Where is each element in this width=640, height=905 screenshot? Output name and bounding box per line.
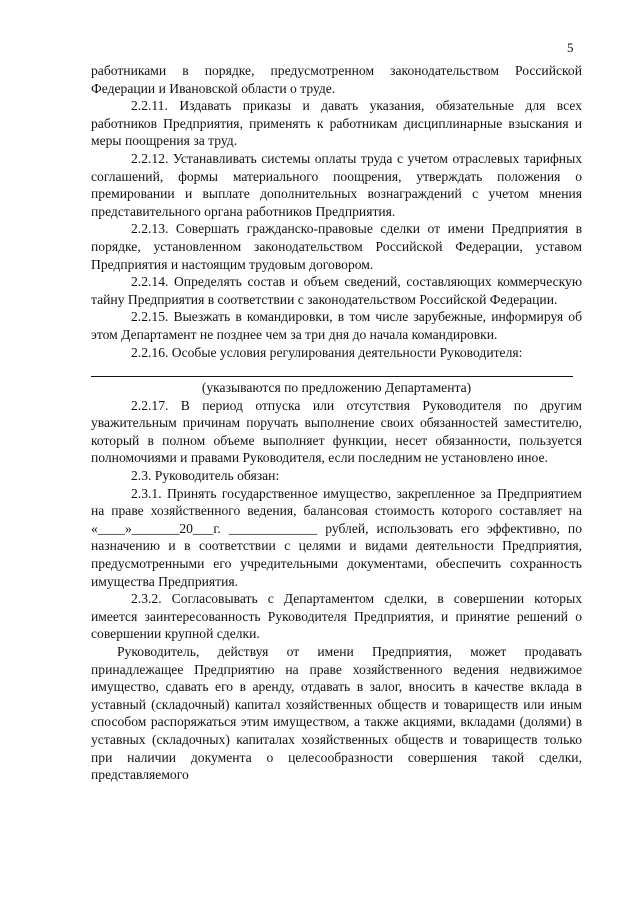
paragraph-2-2-11: 2.2.11. Издавать приказы и давать указания, обязательные для всех работников Предприятия, применять к работникам дисциплинарные взыскания и меры поощрения за труд. bbox=[91, 98, 582, 149]
paragraph-2-3-2: 2.3.2. Согласовывать с Департаментом сделки, в совершении которых имеется заинтересованность Руководителя Предприятия, и принятие решений о совершении крупной сделки. bbox=[91, 591, 582, 642]
paragraph-2-3: 2.3. Руководитель обязан: bbox=[131, 468, 280, 484]
paragraph-continuation: работниками в порядке, предусмотренном законодательством Российской Федерации и Ивановской области о труде. bbox=[91, 63, 582, 96]
paragraph-2-2-13: 2.2.13. Совершать гражданско-правовые сделки от имени Предприятия в порядке, установленном законодательством Российской Федерации, уставом Предприятия и настоящим трудовым договором. bbox=[91, 221, 582, 272]
paragraph-2-2-16: 2.2.16. Особые условия регулирования деятельности Руководителя: bbox=[131, 344, 523, 360]
paragraph-2-2-14: 2.2.14. Определять состав и объем сведений, составляющих коммерческую тайну Предприятия в соответствии с законодательством Российской Федерации. bbox=[91, 274, 582, 307]
paragraph-2-2-12: 2.2.12. Устанавливать системы оплаты труда с учетом отраслевых тарифных соглашений, формы материального поощрения, утверждать положения о премировании и выплате дополнительных вознаграждений с учетом мнения представительного органа работников Предприятия. bbox=[91, 150, 582, 219]
paragraph-2-3-1: 2.3.1. Принять государственное имущество, закрепленное за Предприятием на праве хозяйственного ведения, балансовая стоимость которого составляет на «____»_______20___г. _____________ рублей, использовать его эффективно, по назначению и в соответствии с целями и видами деятельности Предприятия, предусмотренными его учредительными документами, обеспечить сохранность имущества Предприятия. bbox=[91, 485, 582, 589]
fill-in-note: (указываются по предложению Департамента) bbox=[201, 380, 472, 396]
paragraph-2-2-15: 2.2.15. Выезжать в командировки, в том числе зарубежные, информируя об этом Департамент не позднее чем за три дня до начала командировки. bbox=[91, 309, 582, 342]
page-number: 5 bbox=[567, 40, 574, 55]
document-body bbox=[91, 62, 582, 784]
paragraph-2-2-17: 2.2.17. В период отпуска или отсутствия Руководителя по другим уважительным причинам поручать выполнение своих обязанностей заместителю, который в полном объеме выполняет функции, несет обязанности, пользуется полномочиями и правами Руководителя, если последним не установлено иное. bbox=[91, 397, 582, 466]
paragraph-property-disposal: Руководитель, действуя от имени Предприятия, может продавать принадлежащее Предприятию на праве хозяйственного ведения недвижимое имущество, сдавать его в аренду, отдавать в залог, вносить в качестве вклада в уставный (складочный) капитал хозяйственных обществ и товариществ или иным способом распоряжаться этим имуществом, а также акциями, вкладами (долями) в уставных (складочных) капиталах хозяйственных обществ и товариществ только при наличии документа о целесообразности совершения такой сделки, представляемого bbox=[91, 644, 582, 783]
fill-in-line bbox=[91, 375, 573, 377]
